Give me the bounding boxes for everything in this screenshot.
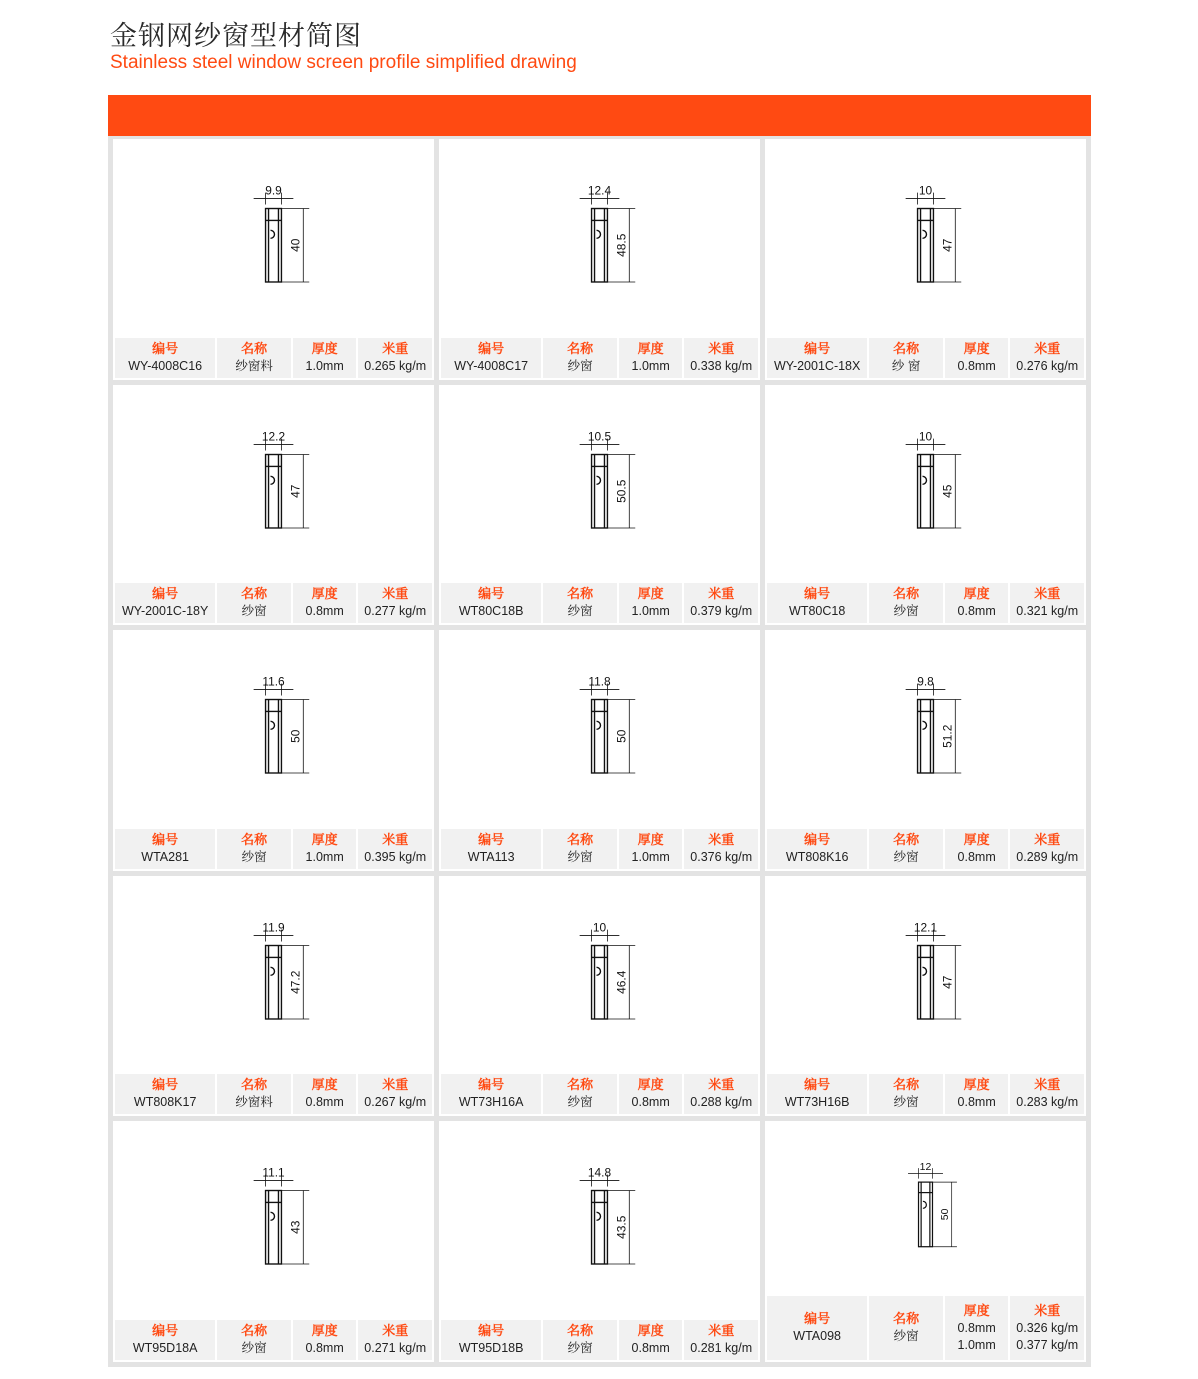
profile-section-diagram (439, 385, 760, 584)
spec-label-name: 名称 (241, 587, 268, 603)
spec-label-thickness: 厚度 (963, 1078, 990, 1094)
spec-value-code: WT80C18B (458, 604, 524, 619)
height-dimension: 50 (614, 729, 629, 744)
spec-col-thickness (293, 829, 357, 869)
spec-value-thickness: 0.8mm (631, 1095, 670, 1110)
spec-label-code: 编号 (152, 1324, 179, 1339)
spec-value-name: 纱窗 (241, 1341, 267, 1355)
width-dimension: 11.1 (262, 1166, 285, 1181)
width-dimension: 11.9 (262, 920, 285, 935)
spec-col-name (869, 829, 943, 869)
height-dimension: 47 (940, 975, 955, 989)
height-dimension: 51.2 (940, 724, 955, 749)
spec-value-name: 纱窗料 (235, 1095, 273, 1110)
spec-col-thickness (619, 829, 683, 869)
profile-grid (108, 136, 1091, 1367)
profile-section-diagram (113, 139, 434, 338)
spec-label-thickness: 厚度 (963, 832, 990, 848)
spec-label-thickness: 厚度 (963, 587, 990, 603)
spec-value-weight: 0.283 kg/m (1016, 1095, 1079, 1110)
spec-value-thickness: 1.0mm (631, 849, 670, 864)
profile-card (439, 139, 760, 380)
spec-value-weight: 0.376 kg/m (690, 849, 753, 864)
height-dimension: 47.2 (288, 970, 303, 994)
profile-card (765, 385, 1086, 626)
profile-drawing (439, 139, 760, 338)
profile-drawing (439, 876, 760, 1075)
spec-col-code (767, 1296, 867, 1360)
spec-label-thickness: 厚度 (637, 341, 664, 357)
profile-drawing (765, 630, 1086, 829)
spec-label-weight: 米重 (708, 341, 735, 357)
profile-drawing (765, 385, 1086, 584)
spec-label-thickness: 厚度 (311, 587, 338, 603)
width-dimension: 11.6 (262, 674, 285, 689)
spec-col-name (543, 338, 617, 378)
spec-col-weight (1010, 829, 1084, 869)
spec-col-weight (684, 1074, 758, 1114)
height-dimension: 47 (940, 238, 955, 252)
spec-col-code (767, 829, 867, 869)
spec-col-thickness (945, 829, 1009, 869)
spec-col-code (441, 1320, 541, 1360)
profile-drawing (113, 876, 434, 1075)
spec-value-code: WY-2001C-18Y (121, 604, 209, 619)
spec-value-weight: 0.395 kg/m (364, 849, 427, 864)
width-dimension: 12.2 (261, 429, 286, 444)
profile-drawing (113, 630, 434, 829)
profile-section-diagram (439, 630, 760, 829)
spec-value-thickness: 0.8mm (957, 849, 996, 864)
spec-value-weight: 0.379 kg/m (690, 604, 753, 619)
spec-col-name (543, 1320, 617, 1360)
accent-banner (108, 95, 1091, 136)
profile-section-diagram (113, 1121, 434, 1320)
profile-card (439, 1121, 760, 1362)
spec-table (439, 1320, 760, 1362)
spec-value-weight: 0.377 kg/m (1016, 1337, 1079, 1352)
spec-label-thickness: 厚度 (637, 1078, 664, 1094)
spec-col-thickness (293, 1320, 357, 1360)
spec-value-weight: 0.321 kg/m (1016, 604, 1079, 619)
spec-col-thickness (619, 1074, 683, 1114)
spec-col-code (767, 583, 867, 623)
spec-table (765, 583, 1086, 625)
spec-col-weight (684, 338, 758, 378)
spec-value-weight: 0.281 kg/m (690, 1341, 753, 1355)
spec-col-name (217, 1074, 291, 1114)
spec-col-thickness (945, 583, 1009, 623)
spec-col-name (543, 1074, 617, 1114)
height-dimension: 45 (940, 484, 955, 498)
spec-label-weight: 米重 (1034, 341, 1061, 357)
spec-label-weight: 米重 (1034, 832, 1061, 848)
spec-label-code: 编号 (152, 587, 179, 603)
spec-label-weight: 米重 (382, 341, 409, 357)
width-dimension: 10.5 (587, 429, 612, 444)
height-dimension: 48.5 (614, 233, 629, 257)
spec-col-weight (684, 1320, 758, 1360)
spec-value-thickness: 0.8mm (957, 1095, 996, 1110)
profile-section-diagram (113, 876, 434, 1075)
profile-section-diagram (439, 876, 760, 1075)
profile-card (113, 876, 434, 1117)
spec-col-weight (358, 583, 432, 623)
profile-section-diagram (765, 139, 1086, 338)
profile-section-diagram (439, 1121, 760, 1320)
spec-col-code (115, 1320, 215, 1360)
spec-col-name (869, 1074, 943, 1114)
spec-label-weight: 米重 (708, 1324, 735, 1339)
spec-label-code: 编号 (152, 1078, 179, 1094)
spec-col-code (767, 1074, 867, 1114)
spec-label-name: 名称 (567, 1078, 594, 1094)
spec-value-code: WT808K17 (133, 1095, 197, 1110)
spec-label-name: 名称 (241, 832, 268, 848)
spec-col-name (543, 829, 617, 869)
spec-col-code (441, 338, 541, 378)
spec-table (765, 829, 1086, 871)
spec-value-code: WT808K16 (785, 849, 849, 864)
spec-col-weight (358, 829, 432, 869)
spec-label-name: 名称 (241, 341, 268, 357)
profile-drawing (113, 385, 434, 584)
spec-label-code: 编号 (478, 1078, 505, 1094)
spec-table (113, 1320, 434, 1362)
spec-label-thickness: 厚度 (637, 832, 664, 848)
profile-drawing (439, 630, 760, 829)
width-dimension: 10 (918, 183, 933, 198)
profile-section-diagram (765, 385, 1086, 584)
spec-col-name (869, 338, 943, 378)
spec-value-thickness: 0.8mm (957, 604, 996, 619)
profile-section-diagram (439, 139, 760, 338)
spec-label-name: 名称 (241, 1324, 268, 1339)
profile-drawing (113, 139, 434, 338)
spec-col-name (217, 1320, 291, 1360)
width-dimension: 11.8 (588, 674, 611, 689)
spec-label-code: 编号 (152, 832, 179, 848)
spec-col-weight (1010, 338, 1084, 378)
spec-value-code: WY-4008C16 (128, 358, 203, 373)
spec-value-name: 纱窗 (567, 604, 593, 619)
spec-value-name: 纱窗 (567, 1341, 593, 1355)
spec-value-thickness: 0.8mm (631, 1341, 670, 1355)
spec-label-name: 名称 (241, 1078, 268, 1094)
spec-col-code (767, 338, 867, 378)
spec-value-code: WTA113 (467, 849, 515, 864)
spec-label-code: 编号 (804, 1078, 831, 1094)
width-dimension: 10 (918, 429, 933, 444)
spec-col-weight (358, 1320, 432, 1360)
profile-card (765, 139, 1086, 380)
spec-col-code (115, 1074, 215, 1114)
spec-col-weight (684, 583, 758, 623)
spec-label-name: 名称 (893, 1312, 920, 1327)
profile-drawing (765, 876, 1086, 1075)
spec-value-thickness: 0.8mm (957, 1320, 996, 1335)
spec-col-thickness (293, 338, 357, 378)
spec-table (765, 1074, 1086, 1116)
height-dimension: 50.5 (614, 479, 629, 503)
spec-col-name (869, 583, 943, 623)
spec-label-weight: 米重 (382, 587, 409, 603)
profile-card (113, 630, 434, 871)
spec-value-code: WT95D18A (132, 1341, 198, 1355)
spec-label-code: 编号 (478, 1324, 505, 1339)
page-subtitle: Stainless steel window screen profile simplified drawing (110, 52, 577, 73)
spec-label-weight: 米重 (1034, 1303, 1061, 1319)
spec-value-thickness: 1.0mm (631, 604, 670, 619)
spec-table (113, 1074, 434, 1116)
spec-col-name (217, 338, 291, 378)
spec-table (765, 1296, 1086, 1362)
spec-value-weight: 0.288 kg/m (690, 1095, 753, 1110)
spec-col-code (115, 583, 215, 623)
spec-value-code: WT73H16B (784, 1095, 850, 1110)
profile-drawing (113, 1121, 434, 1320)
profile-card (439, 876, 760, 1117)
spec-value-thickness: 0.8mm (305, 604, 344, 619)
spec-value-code: WY-2001C-18X (773, 358, 861, 373)
spec-col-weight (1010, 1074, 1084, 1114)
profile-card (439, 385, 760, 626)
spec-label-thickness: 厚度 (311, 1324, 338, 1339)
height-dimension: 47 (288, 484, 303, 498)
spec-col-name (217, 583, 291, 623)
spec-value-thickness: 1.0mm (957, 1337, 996, 1352)
width-dimension: 9.8 (917, 674, 934, 689)
spec-label-name: 名称 (893, 587, 920, 603)
spec-col-thickness (945, 1074, 1009, 1114)
spec-value-name: 纱窗 (567, 358, 593, 373)
spec-label-weight: 米重 (708, 832, 735, 848)
profile-card (113, 385, 434, 626)
spec-col-weight (358, 338, 432, 378)
spec-col-name (869, 1296, 943, 1360)
spec-label-weight: 米重 (708, 1078, 735, 1094)
spec-label-code: 编号 (804, 341, 831, 357)
spec-col-thickness (945, 1296, 1009, 1360)
spec-label-thickness: 厚度 (637, 1324, 664, 1339)
profile-section-diagram (765, 630, 1086, 829)
spec-table (765, 338, 1086, 380)
profile-section-diagram (113, 630, 434, 829)
profile-section-diagram (765, 1121, 1086, 1296)
spec-col-name (217, 829, 291, 869)
spec-label-thickness: 厚度 (311, 341, 338, 357)
spec-label-weight: 米重 (1034, 1078, 1061, 1094)
height-dimension: 43 (288, 1221, 303, 1235)
profile-section-diagram (113, 385, 434, 584)
spec-col-thickness (619, 338, 683, 378)
width-dimension: 12.4 (587, 183, 612, 198)
spec-value-name: 纱窗 (893, 1329, 919, 1343)
spec-table (113, 583, 434, 625)
height-dimension: 50 (288, 729, 303, 744)
spec-value-weight: 0.289 kg/m (1016, 849, 1079, 864)
width-dimension: 14.8 (587, 1166, 612, 1181)
spec-value-weight: 0.338 kg/m (690, 358, 753, 373)
spec-table (113, 829, 434, 871)
spec-label-name: 名称 (893, 1078, 920, 1094)
spec-col-weight (1010, 1296, 1084, 1360)
spec-col-thickness (619, 1320, 683, 1360)
profile-card (765, 1121, 1086, 1362)
spec-value-name: 纱窗 (241, 604, 267, 619)
width-dimension: 12.1 (913, 920, 938, 935)
spec-value-name: 纱 窗 (891, 358, 921, 373)
spec-label-name: 名称 (893, 341, 920, 357)
spec-value-code: WTA281 (141, 849, 189, 864)
profile-card (439, 630, 760, 871)
profile-drawing (439, 1121, 760, 1320)
spec-label-weight: 米重 (382, 832, 409, 848)
spec-label-thickness: 厚度 (311, 832, 338, 848)
spec-value-weight: 0.271 kg/m (364, 1341, 427, 1355)
spec-label-name: 名称 (567, 587, 594, 603)
spec-value-code: WY-4008C17 (454, 358, 529, 373)
spec-value-thickness: 0.8mm (957, 358, 996, 373)
spec-value-code: WT95D18B (458, 1341, 524, 1355)
spec-label-thickness: 厚度 (963, 341, 990, 357)
spec-label-code: 编号 (152, 341, 179, 357)
spec-label-thickness: 厚度 (311, 1078, 338, 1094)
profile-drawing (765, 1121, 1086, 1296)
spec-label-name: 名称 (567, 832, 594, 848)
height-dimension: 46.4 (614, 970, 629, 994)
spec-value-weight: 0.326 kg/m (1016, 1320, 1079, 1335)
spec-value-name: 纱窗 (893, 849, 919, 864)
spec-label-code: 编号 (478, 341, 505, 357)
height-dimension: 50 (940, 1208, 952, 1221)
spec-value-weight: 0.265 kg/m (364, 358, 427, 373)
spec-col-code (115, 829, 215, 869)
spec-value-thickness: 0.8mm (305, 1095, 344, 1110)
spec-label-weight: 米重 (382, 1078, 409, 1094)
spec-value-weight: 0.277 kg/m (364, 604, 427, 619)
spec-table (439, 829, 760, 871)
spec-label-name: 名称 (567, 1324, 594, 1339)
spec-col-thickness (945, 338, 1009, 378)
spec-value-weight: 0.267 kg/m (364, 1095, 427, 1110)
spec-value-name: 纱窗 (567, 1095, 593, 1110)
spec-value-weight: 0.276 kg/m (1016, 358, 1079, 373)
spec-value-name: 纱窗料 (235, 358, 273, 373)
profile-card (765, 630, 1086, 871)
spec-value-thickness: 1.0mm (305, 849, 344, 864)
spec-col-thickness (293, 1074, 357, 1114)
spec-label-weight: 米重 (382, 1324, 409, 1339)
height-dimension: 40 (288, 238, 303, 252)
spec-label-code: 编号 (804, 587, 831, 603)
spec-value-thickness: 1.0mm (631, 358, 670, 373)
spec-label-name: 名称 (567, 341, 594, 357)
spec-value-code: WTA098 (793, 1329, 841, 1343)
spec-value-code: WT73H16A (458, 1095, 524, 1110)
spec-label-code: 编号 (804, 832, 831, 848)
spec-label-code: 编号 (478, 832, 505, 848)
spec-label-name: 名称 (893, 832, 920, 848)
spec-value-thickness: 0.8mm (305, 1341, 344, 1355)
spec-value-name: 纱窗 (241, 849, 267, 864)
spec-col-code (441, 583, 541, 623)
height-dimension: 43.5 (614, 1216, 629, 1240)
spec-col-name (543, 583, 617, 623)
spec-col-code (441, 829, 541, 869)
spec-label-code: 编号 (804, 1312, 831, 1327)
spec-value-thickness: 1.0mm (305, 358, 344, 373)
spec-table (439, 583, 760, 625)
profile-card (113, 139, 434, 380)
spec-col-weight (684, 829, 758, 869)
spec-table (439, 338, 760, 380)
profile-card (765, 876, 1086, 1117)
width-dimension: 10 (592, 920, 607, 935)
spec-value-code: WT80C18 (789, 604, 846, 619)
spec-label-code: 编号 (478, 587, 505, 603)
spec-label-weight: 米重 (1034, 587, 1061, 603)
width-dimension: 9.9 (265, 183, 282, 198)
spec-col-thickness (293, 583, 357, 623)
page-title: 金钢网纱窗型材简图 (110, 21, 362, 52)
width-dimension: 12 (919, 1162, 932, 1174)
profile-card (113, 1121, 434, 1362)
profile-drawing (765, 139, 1086, 338)
spec-table (113, 338, 434, 380)
spec-col-code (115, 338, 215, 378)
spec-col-code (441, 1074, 541, 1114)
spec-label-weight: 米重 (708, 587, 735, 603)
spec-table (439, 1074, 760, 1116)
profile-drawing (439, 385, 760, 584)
spec-value-name: 纱窗 (893, 604, 919, 619)
spec-col-weight (358, 1074, 432, 1114)
spec-value-name: 纱窗 (567, 849, 593, 864)
spec-label-thickness: 厚度 (963, 1303, 990, 1319)
spec-value-name: 纱窗 (893, 1095, 919, 1110)
spec-col-weight (1010, 583, 1084, 623)
spec-col-thickness (619, 583, 683, 623)
spec-label-thickness: 厚度 (637, 587, 664, 603)
profile-section-diagram (765, 876, 1086, 1075)
